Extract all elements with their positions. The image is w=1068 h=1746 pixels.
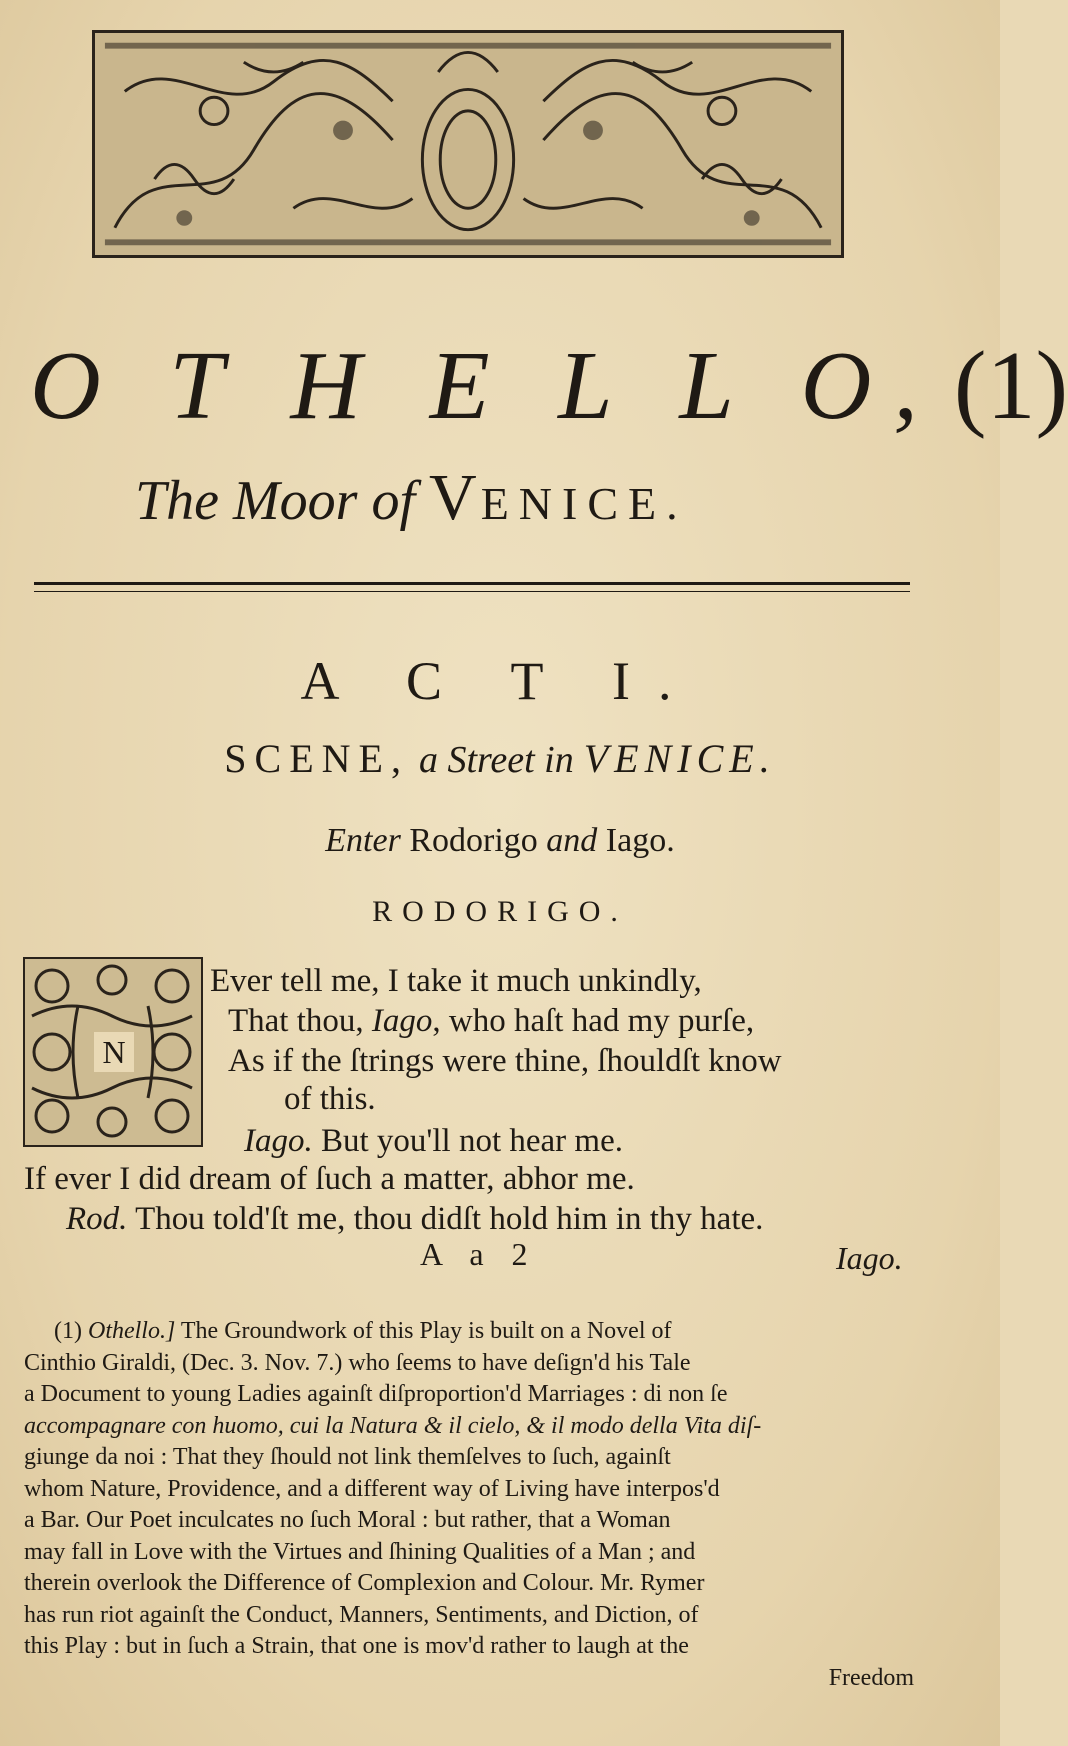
footnote-line: a Bar. Our Poet inculcates no ſuch Moral : but rather, that a Woman xyxy=(24,1507,671,1533)
scene-heading xyxy=(0,735,1000,785)
footnote-marker: (1) xyxy=(54,1318,82,1344)
verse-line: Iago. But you'll not hear me. xyxy=(244,1123,623,1159)
footnote xyxy=(24,1316,914,1694)
subtitle-moor: Moor xyxy=(233,470,358,532)
subtitle-the: The xyxy=(135,470,219,532)
speaker-abbrev: Rod. xyxy=(66,1201,128,1237)
stage-direction xyxy=(0,822,1000,866)
verse-line: Ever tell me, I take it much unkindly, xyxy=(210,963,702,999)
footnote-catchword: Freedom xyxy=(828,1664,914,1691)
subtitle-v: V xyxy=(429,461,481,534)
footnote-line: may fall in Love with the Virtues and ſhining Qualities of a Man ; and xyxy=(24,1538,696,1565)
footnote-line: has run riot againſt the Conduct, Manners, Sentiments, and Diction, of xyxy=(24,1601,699,1628)
verse-line: of this. xyxy=(284,1081,376,1117)
play-subtitle xyxy=(135,460,855,534)
footnote-line: whom Nature, Providence, and a different way of Living have interpos'd xyxy=(24,1475,720,1502)
stage-enter: Enter xyxy=(325,822,401,859)
scene-label: SCENE, xyxy=(224,736,409,781)
scene-place: a Street in xyxy=(418,739,574,781)
signature-mark: A a 2 xyxy=(420,1236,538,1272)
footnote-line: accompagnare con huomo, cui la Natura & il cielo, & il modo della Vita diſ- xyxy=(24,1412,762,1439)
play-title xyxy=(30,330,1068,440)
play-title-text: O T H E L L O, xyxy=(30,332,940,440)
subtitle-enice: ENICE. xyxy=(480,478,688,529)
verse-line: If ever I did dream of ſuch a matter, abhor me. xyxy=(24,1161,635,1197)
speaker-abbrev: Iago. xyxy=(244,1123,313,1159)
stage-and: and xyxy=(546,822,598,859)
double-rule-divider xyxy=(34,582,910,592)
footnote-line: therein overlook the Difference of Complexion and Colour. Mr. Rymer xyxy=(24,1570,705,1596)
subtitle-of: of xyxy=(371,470,416,532)
footnote-line: Cinthio Giraldi, (Dec. 3. Nov. 7.) who ſeems to have deſign'd his Tale xyxy=(24,1349,691,1376)
footnote-line: a Document to young Ladies againſt diſproportion'd Marriages : di non ſe xyxy=(24,1381,728,1407)
stage-name-2: Iago. xyxy=(605,822,675,859)
footnote-line: (1) Othello.] The Groundwork of this Play is built on a Novel of xyxy=(54,1318,672,1344)
headpiece-ornament-icon xyxy=(95,33,841,255)
stage-name-1: Rodorigo xyxy=(409,822,538,859)
footnote-line: giunge da noi : That they ſhould not link themſelves to ſuch, againſt xyxy=(24,1444,671,1470)
footnote-line: this Play : but in ſuch a Strain, that one is mov'd rather to laugh at the xyxy=(24,1633,689,1659)
scene-city: VENICE. xyxy=(583,736,776,781)
act-heading: A C T I. xyxy=(300,651,700,711)
verse-line: Rod. Thou told'ſt me, thou didſt hold him in thy hate. xyxy=(66,1201,764,1237)
catchword: Iago. xyxy=(836,1240,903,1276)
verse-line: As if the ſtrings were thine, ſhouldſt know xyxy=(228,1043,782,1079)
speaker-heading: RODORIGO. xyxy=(372,895,628,928)
footnote-reference: (1) xyxy=(953,332,1068,440)
decorated-drop-cap xyxy=(22,956,204,1148)
ornamental-headpiece xyxy=(92,30,844,258)
footnote-lemma: Othello.] xyxy=(87,1318,176,1344)
verse-line: That thou, Iago, who haſt had my purſe, xyxy=(228,1003,755,1039)
drop-cap-letter: N xyxy=(94,1032,134,1072)
